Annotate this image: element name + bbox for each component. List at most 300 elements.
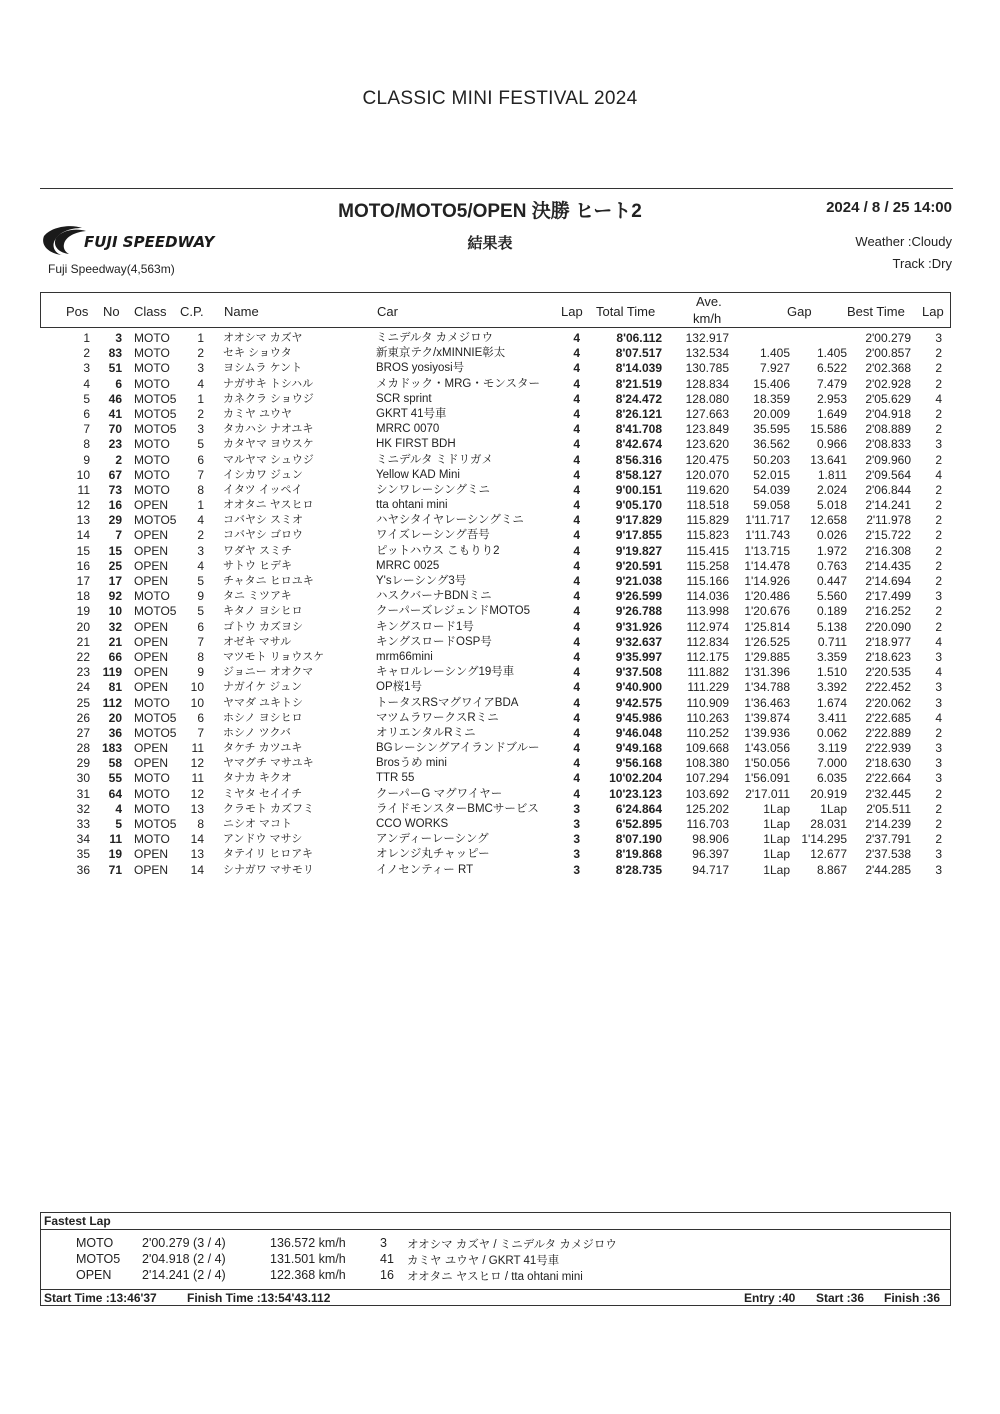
row-pos: 28 [76,741,90,756]
row-driver-name: オオシマ カズヤ [223,332,303,344]
row-average-speed: 110.909 [686,695,729,710]
row-total-time: 8'21.519 [615,376,662,391]
row-laps: 4 [573,482,580,497]
row-number: 81 [108,680,122,695]
row-car-name: マツムラワークスRミニ [376,711,499,724]
row-class-position: 8 [197,482,204,497]
row-driver-name: シナガワ マサモリ [223,863,314,876]
row-number: 17 [108,574,122,588]
row-best-lap: 2 [935,725,942,740]
row-class-position: 6 [197,710,204,725]
fastest-lap-title: Fastest Lap [44,1214,111,1228]
row-gap-leader: 1'14.478 [744,558,790,573]
table-row [0,528,1000,543]
row-number: 112 [102,695,122,710]
row-gap-leader: 1'50.056 [744,756,790,771]
row-class: MOTO [134,376,170,391]
row-class: MOTO [134,786,170,801]
row-gap-leader: 1'29.885 [744,649,790,664]
table-row [0,498,1000,513]
row-pos: 25 [76,695,90,710]
row-total-time: 8'41.708 [615,422,662,437]
row-driver-name: コバヤシ スミオ [223,514,303,527]
table-row [0,422,1000,437]
row-average-speed: 116.703 [686,817,729,831]
table-row [0,544,1000,559]
row-gap-previous: 7.000 [816,756,847,771]
fastest-speed: 122.368 km/h [270,1268,346,1282]
row-class: MOTO5 [134,391,177,406]
row-number: 83 [108,346,122,361]
row-gap-previous: 0.026 [816,528,847,543]
row-gap-leader: 1Lap [763,801,790,816]
row-gap-previous: 2.953 [816,391,847,406]
logo-text: FUJI SPEEDWAY [84,233,215,251]
track-condition: Track :Dry [892,256,952,271]
row-driver-name: カミヤ ユウヤ [223,407,293,420]
row-class-position: 8 [197,817,204,831]
row-best-time: 2'05.629 [865,391,911,406]
table-row [0,392,1000,407]
row-class: MOTO5 [134,422,177,437]
row-total-time: 9'31.926 [615,619,662,634]
row-driver-name: ワダヤ スミチ [223,544,292,557]
row-average-speed: 103.692 [685,786,729,801]
col-name: Name [224,304,259,319]
row-driver-name: タテイリ ヒロアキ [223,848,313,861]
row-car-name: 新東京テク/xMINNIE彰太 [376,347,506,360]
row-gap-leader: 1'11.717 [745,513,790,528]
row-best-time: 2'20.062 [865,695,911,710]
row-gap-previous: 12.658 [810,513,847,528]
row-gap-previous: 0.062 [816,725,847,740]
row-class: OPEN [134,574,169,588]
row-best-lap: 3 [935,589,942,604]
col-gap: Gap [787,304,812,319]
row-laps: 4 [573,498,580,513]
row-laps: 4 [573,574,580,588]
row-laps: 4 [573,619,580,634]
row-driver-name: イタツ イッペイ [223,483,303,496]
row-gap-previous: 0.447 [816,574,847,588]
row-total-time: 8'19.868 [615,847,662,862]
row-car-name: CCO WORKS [376,818,449,830]
row-gap-previous: 20.919 [810,786,847,801]
row-total-time: 9'35.997 [615,649,662,664]
footer-divider [40,1289,951,1290]
row-total-time: 9'20.591 [615,558,662,573]
fastest-speed: 136.572 km/h [270,1236,346,1250]
row-pos: 20 [76,619,90,634]
event-title: CLASSIC MINI FESTIVAL 2024 [362,88,638,109]
row-class-position: 3 [197,422,204,437]
table-row [0,604,1000,619]
table-row [0,802,1000,817]
row-driver-name: キタノ ヨシヒロ [223,605,303,618]
row-number: 41 [108,406,122,421]
row-number: 32 [108,619,122,634]
row-average-speed: 115.829 [686,513,729,528]
row-pos: 3 [83,361,90,376]
row-number: 36 [108,725,122,740]
row-driver-name: ヤマダ ユキトシ [223,696,304,709]
row-car-name: OP桜1号 [376,681,423,694]
row-gap-previous: 12.677 [810,847,847,862]
row-total-time: 8'06.112 [616,331,662,345]
col-lap: Lap [561,304,583,319]
row-number: 21 [108,634,122,649]
row-best-time: 2'11.978 [866,513,911,528]
col-total-time: Total Time [596,304,656,319]
row-car-name: ハヤシタイヤレーシングミニ [376,514,524,527]
row-gap-leader: 20.009 [753,406,790,421]
row-total-time: 9'05.170 [615,498,662,513]
row-best-lap: 4 [935,665,942,680]
row-best-time: 2'14.435 [865,558,911,573]
row-total-time: 8'58.127 [615,467,662,482]
row-gap-leader: 1'39.936 [744,725,790,740]
row-pos: 8 [83,437,90,452]
row-total-time: 9'26.599 [615,589,662,604]
row-class: OPEN [134,528,169,543]
row-pos: 36 [76,862,90,877]
row-laps: 4 [573,725,580,740]
row-best-lap: 2 [935,361,942,376]
row-best-time: 2'22.664 [865,771,911,786]
row-class-position: 11 [191,771,204,786]
row-pos: 34 [76,832,90,847]
row-best-lap: 4 [935,391,942,406]
row-pos: 11 [77,482,90,497]
row-driver-name: アンドウ マサシ [223,833,303,846]
row-driver-name: オオタニ ヤスヒロ [223,499,314,512]
row-total-time: 8'07.517 [615,346,662,361]
col-no: No [103,304,120,319]
row-total-time: 8'28.735 [615,862,662,877]
row-class-position: 7 [197,467,204,482]
row-gap-previous: 5.018 [816,498,847,513]
row-gap-previous: 15.586 [810,422,847,437]
row-best-time: 2'02.368 [865,361,911,376]
row-car-name: TTR 55 [376,772,415,785]
row-average-speed: 120.475 [685,452,729,467]
row-laps: 4 [573,665,580,680]
weather: Weather :Cloudy [855,234,952,249]
row-driver-name: カタヤマ ヨウスケ [223,438,314,451]
row-class-position: 9 [197,589,204,604]
row-class: OPEN [134,558,169,573]
row-average-speed: 98.906 [692,832,729,847]
row-gap-previous: 3.392 [816,680,847,695]
row-best-lap: 4 [935,710,942,725]
row-class: MOTO [134,482,170,497]
row-gap-previous: 28.031 [810,817,847,831]
row-pos: 1 [83,331,90,345]
row-number: 20 [108,710,122,725]
row-number: 10 [108,604,122,619]
row-laps: 4 [573,771,580,786]
row-class: MOTO [134,331,170,345]
row-pos: 31 [76,786,90,801]
row-class: MOTO [134,832,170,847]
row-class: OPEN [134,619,169,634]
row-best-lap: 2 [935,528,942,543]
row-laps: 4 [573,756,580,771]
row-number: 29 [108,513,122,528]
table-row [0,589,1000,604]
row-average-speed: 132.534 [685,346,729,361]
row-laps: 4 [573,422,580,437]
row-total-time: 6'52.895 [615,817,662,831]
row-best-time: 2'00.857 [865,346,911,361]
row-car-name: メカドック・MRG・モンスター [376,377,541,390]
row-pos: 26 [76,710,90,725]
circuit-name: Fuji Speedway(4,563m) [48,262,175,276]
fastest-no: 16 [380,1268,394,1282]
race-title: MOTO/MOTO5/OPEN 決勝 ヒート2 [338,201,642,222]
row-gap-previous: 13.641 [810,452,847,467]
row-driver-name: ホシノ ツクバ [223,726,291,739]
row-class-position: 14 [190,832,204,847]
row-total-time: 9'17.829 [615,513,662,528]
row-best-lap: 2 [935,482,942,497]
row-average-speed: 111.882 [687,665,729,680]
table-row [0,361,1000,376]
row-total-time: 9'40.900 [615,680,662,695]
row-total-time: 10'02.204 [609,771,662,786]
table-row [0,407,1000,422]
row-driver-name: ナガイケ ジュン [223,681,303,694]
row-average-speed: 125.202 [685,801,729,816]
row-gap-previous: 1.405 [816,346,847,361]
row-car-name: tta ohtani mini [376,499,448,512]
row-number: 2 [115,452,122,467]
row-total-time: 9'00.151 [615,482,662,497]
row-gap-previous: 1Lap [820,801,847,816]
row-total-time: 9'56.168 [615,756,662,771]
row-best-time: 2'22.939 [865,741,911,756]
finish-count: Finish :36 [884,1291,941,1305]
row-class: OPEN [134,543,169,558]
row-pos: 17 [76,574,90,588]
fastest-lap-row [0,1268,1000,1284]
row-laps: 4 [573,346,580,361]
table-row [0,377,1000,392]
row-gap-leader: 1'14.926 [744,574,790,588]
row-best-time: 2'18.630 [865,756,911,771]
results-table [0,331,1000,878]
row-total-time: 9'17.855 [615,528,662,543]
row-pos: 2 [83,346,90,361]
row-best-time: 2'17.499 [865,589,911,604]
col-average-unit: km/h [693,311,722,326]
row-car-name: BROS yosiyosi号 [376,362,465,375]
row-best-lap: 2 [935,574,942,588]
row-gap-previous: 3.119 [817,741,847,756]
row-pos: 15 [76,543,90,558]
row-laps: 4 [573,680,580,695]
row-best-lap: 2 [935,543,942,558]
row-gap-previous: 1.674 [816,695,847,710]
row-class: OPEN [134,756,169,771]
row-average-speed: 112.834 [686,634,729,649]
row-gap-leader: 50.203 [753,452,790,467]
row-pos: 13 [76,513,90,528]
row-class: MOTO5 [134,817,177,831]
row-pos: 19 [76,604,90,619]
row-class-position: 3 [197,361,204,376]
row-car-name: MRRC 0070 [376,423,440,436]
row-number: 15 [108,543,122,558]
row-best-lap: 3 [935,771,942,786]
row-car-name: クーパーズレジェンドMOTO5 [376,605,531,618]
row-laps: 4 [573,467,580,482]
row-best-time: 2'22.685 [865,710,911,725]
row-class: MOTO [134,771,170,786]
row-best-time: 2'18.623 [865,649,911,664]
row-gap-leader: 1'20.676 [744,604,790,619]
entry-count: Entry :40 [744,1291,796,1305]
table-row [0,437,1000,452]
fuji-speedway-logo [42,222,287,256]
row-gap-leader: 1'56.091 [744,771,790,786]
row-laps: 3 [573,847,580,862]
row-class: MOTO5 [134,725,177,740]
table-row [0,483,1000,498]
row-average-speed: 112.175 [686,649,729,664]
row-driver-name: クラモト カズフミ [223,802,315,815]
row-best-time: 2'00.279 [865,331,911,345]
row-best-lap: 2 [935,376,942,391]
table-row [0,680,1000,695]
row-class: MOTO [134,801,170,816]
row-gap-leader: 35.595 [753,422,790,437]
row-total-time: 9'49.168 [615,741,662,756]
row-class: MOTO5 [134,604,177,619]
row-gap-leader: 1'11.743 [745,528,790,543]
row-class-position: 12 [190,786,204,801]
row-best-time: 2'44.285 [865,862,911,877]
row-best-lap: 4 [935,634,942,649]
row-car-name: Yellow KAD Mini [376,468,460,481]
row-best-time: 2'20.535 [865,665,911,680]
row-gap-leader: 36.562 [753,437,790,452]
row-car-name: シンワレーシングミニ [376,483,490,496]
row-pos: 5 [83,391,90,406]
row-total-time: 8'42.674 [615,437,662,452]
row-class-position: 6 [197,452,204,467]
row-class-position: 14 [190,862,204,877]
row-best-lap: 3 [935,331,942,345]
row-average-speed: 108.380 [685,756,729,771]
row-laps: 3 [573,817,580,831]
row-average-speed: 115.258 [686,558,729,573]
row-best-lap: 2 [935,604,942,619]
row-car-name: ワイズレーシング吾号 [376,529,490,542]
row-class: MOTO [134,589,170,604]
row-total-time: 8'14.039 [615,361,662,376]
row-class-position: 7 [197,634,204,649]
row-laps: 3 [573,832,580,847]
row-gap-previous: 7.479 [816,376,847,391]
row-pos: 27 [76,725,90,740]
row-gap-leader: 1'36.463 [744,695,790,710]
row-class: OPEN [134,634,169,649]
row-driver-name: ホシノ ヨシヒロ [223,711,303,724]
table-row [0,513,1000,528]
row-pos: 10 [76,467,90,482]
row-gap-previous: 3.411 [817,710,847,725]
table-row [0,741,1000,756]
table-row [0,696,1000,711]
row-total-time: 8'24.472 [615,391,662,406]
row-class: MOTO5 [134,406,177,421]
top-divider [40,188,953,189]
row-car-name: Brosうめ mini [376,757,447,770]
row-average-speed: 111.229 [687,680,729,695]
row-car-name: BGレーシングアイランドブルー [376,742,540,755]
row-best-lap: 3 [935,847,942,862]
col-class: Class [134,304,167,319]
row-class: OPEN [134,680,169,695]
row-best-time: 2'16.252 [865,604,911,619]
row-gap-previous: 0.763 [816,558,847,573]
row-best-lap: 3 [935,862,942,877]
row-number: 51 [108,361,122,376]
table-row [0,847,1000,862]
row-car-name: Y'sレーシング3号 [376,575,467,587]
row-class-position: 2 [197,406,204,421]
row-number: 92 [108,589,122,604]
row-average-speed: 107.294 [685,771,729,786]
row-best-lap: 2 [935,513,942,528]
row-pos: 12 [76,498,90,513]
row-gap-leader: 1Lap [763,817,790,831]
row-driver-name: ヨシムラ ケント [223,362,303,375]
fastest-no: 41 [380,1252,394,1266]
row-gap-previous: 0.711 [817,634,847,649]
table-row [0,832,1000,847]
row-class: MOTO [134,361,170,376]
row-class-position: 10 [190,680,204,695]
row-total-time: 9'32.637 [615,634,662,649]
row-class: MOTO [134,695,170,710]
row-pos: 29 [76,756,90,771]
row-laps: 4 [573,741,580,756]
row-gap-previous: 8.867 [816,862,847,877]
table-row [0,650,1000,665]
row-gap-leader: 54.039 [753,482,790,497]
row-best-time: 2'32.445 [865,786,911,801]
row-class: OPEN [134,665,169,680]
row-driver-name: マツモト リョウスケ [223,650,325,663]
row-class: MOTO5 [134,710,177,725]
row-driver-name: イシカワ ジュン [223,468,303,481]
row-number: 70 [108,422,122,437]
row-driver-name: ナガサキ トシハル [223,377,314,390]
row-driver-name: チャタニ ヒロユキ [223,575,314,587]
row-best-lap: 3 [935,680,942,695]
row-car-name: MRRC 0025 [376,559,440,572]
row-gap-previous: 6.522 [816,361,847,376]
row-laps: 4 [573,695,580,710]
row-best-lap: 2 [935,452,942,467]
row-average-speed: 110.252 [686,725,729,740]
row-best-lap: 3 [935,756,942,771]
row-pos: 24 [76,680,90,695]
row-class-position: 8 [197,649,204,664]
row-best-time: 2'22.889 [865,725,911,740]
